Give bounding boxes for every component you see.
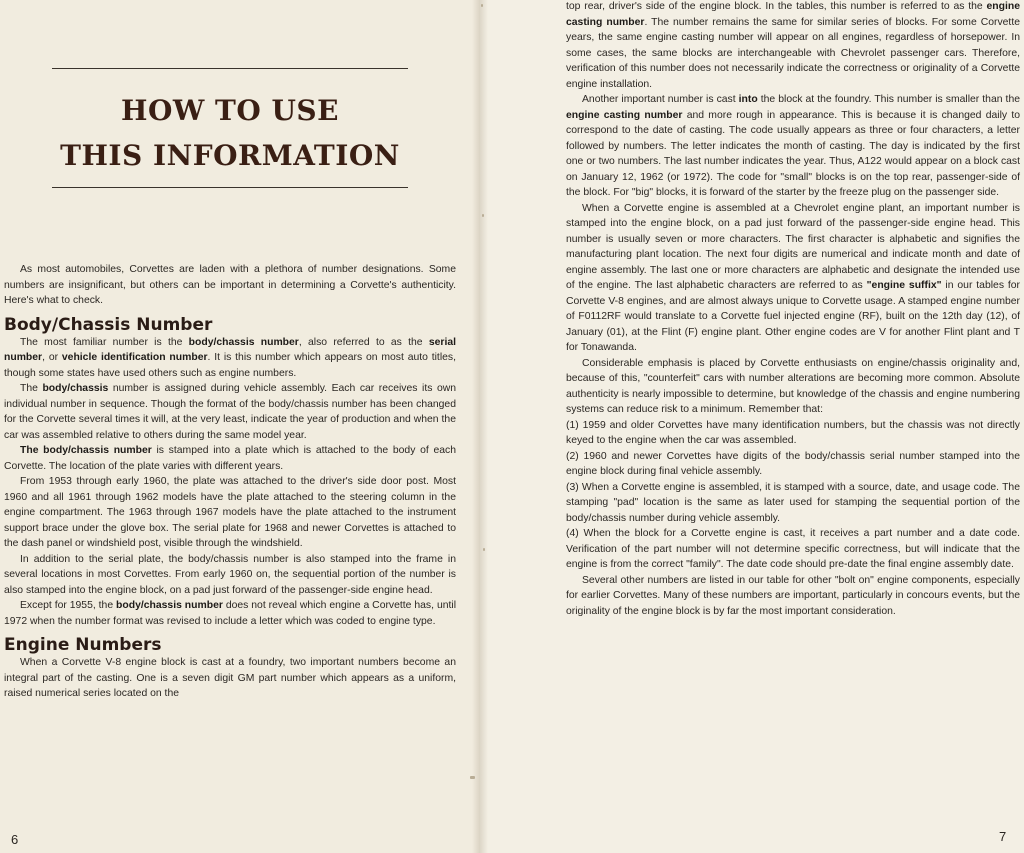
body-chassis-heading: Body/Chassis Number (4, 314, 213, 335)
paper-speck (482, 214, 484, 217)
bold-term: body/chassis number (188, 336, 299, 348)
paragraph (566, 92, 1020, 201)
page-number: 6 (11, 832, 19, 847)
title-rule-top (52, 68, 408, 69)
right-text-column (566, 0, 1020, 619)
text-run: is stamped into a plate which is attached to the body of each Corvette. The location of the plate varies with different years. (4, 445, 456, 472)
text-run: the block at the foundry. This number is smaller than the (757, 94, 1020, 105)
page-number: 7 (999, 829, 1007, 844)
text-run: , also referred to as the (298, 336, 429, 348)
intro-paragraph: As most automobiles, Corvettes are laden with a plethora of number designations. Some numbers are insignificant, but others can be important in determining a Corvette's authenticity. Here's what to check. (4, 264, 456, 306)
list-item: (1) 1959 and older Corvettes have many identification numbers, but the chassis was not directly keyed to the engine when the car was assembled. (566, 419, 1020, 446)
text-run: top rear, driver's side of the engine block. In the tables, this number is referred to as the (566, 1, 987, 12)
paragraph (566, 0, 1020, 92)
paragraph (4, 335, 456, 382)
text-run: and more rough in appearance. This is because it is changed daily to correspond to the date of casting. The code usually appears as three or four characters, a letter followed by numbers. The letter indicates the month of casting. The day is indicated by the first one or two numbers. The last number indicates the year. Thus, A122 would appear on a block cast on January 12, 1962 (or 1972). The code for "small" blocks is on the top rear, passenger-side of the block. For "big" blocks, it is forward of the starter by the freeze plug on the passenger side. (566, 109, 1020, 198)
text-run: Except for 1955, the (20, 600, 117, 611)
title-rule-bottom (52, 187, 408, 188)
right-page (480, 0, 1024, 853)
bold-term: serial number (4, 336, 456, 363)
engine-numbers-heading: Engine Numbers (4, 635, 162, 655)
paper-speck (481, 4, 483, 7)
title-line-2: THIS INFORMATION (60, 139, 400, 172)
bold-term: body/chassis number (116, 600, 223, 611)
paragraph (4, 443, 456, 474)
text-run: , or (42, 352, 62, 363)
text-run: does not reveal which engine a Corvette has, until 1972 when the number format was revised to include a letter which was coded to engine type. (4, 600, 457, 627)
text-run: Another important number is cast (582, 94, 739, 105)
bold-term: engine casting number (566, 1, 1020, 28)
paragraph: Several other numbers are listed in our table for other "bolt on" engine components, especially for earlier Corvettes. Many of these numbers are important, particularly in concours events, but the originality of the engine block is by far the most important consideration. (566, 574, 1020, 617)
page-title (52, 88, 408, 178)
text-run: The (20, 383, 43, 394)
left-text-column (4, 262, 456, 702)
title-line-1: HOW TO USE (121, 94, 339, 127)
list-item: (3) When a Corvette engine is assembled, it is stamped with a source, date, and usage code. The stamping "pad" location is the same as later used for stamping the sequential portion of the body/chassis number during vehicle assembly. (566, 481, 1020, 524)
paragraph (4, 598, 456, 629)
bold-term: vehicle identification number (61, 352, 208, 363)
paragraph (566, 201, 1020, 356)
left-page (0, 0, 480, 853)
paragraph: Considerable emphasis is placed by Corvette enthusiasts on engine/chassis originality and, because of this, "counterfeit" cars with number alterations are becoming more common. Absolute authenticity is nearly impossible to determine, but knowledge of the chassis and engine numbering systems can reduce risk to a minimum. Remember that: (566, 357, 1020, 415)
paper-speck (470, 776, 475, 779)
bold-term: "engine suffix" (866, 280, 942, 291)
book-gutter (472, 0, 488, 853)
text-run: The most familiar number is the (20, 336, 189, 348)
paragraph: In addition to the serial plate, the body/chassis number is also stamped into the frame in several locations in most Corvettes. From early 1960 on, the sequential portion of the number is also stamped into the engine block, on a pad just forward of the passenger-side engine head. (4, 553, 456, 596)
paper-speck (483, 548, 485, 551)
paragraph (4, 381, 456, 443)
bold-term: engine casting number (566, 109, 683, 121)
paragraph: When a Corvette V-8 engine block is cast at a foundry, two important numbers become an integral part of the casting. One is a seven digit GM part number which appears as a uniform, raised numerical series located on the (4, 657, 456, 699)
text-run: When a Corvette engine is assembled at a Chevrolet engine plant, an important number is stamped into the engine block, on a pad just forward of the passenger-side engine head. This number is usually seven or more characters. The first character is alphabetic and signifies the manufacturing plant location. The next four digits are numerical and indicate month and date of engine assembly. The last one or more characters are alphabetic and designate the intended use of the engine. The last alphabetic characters are referred to as (566, 202, 1020, 291)
text-run: . The number remains the same for similar series of blocks. For some Corvette years, the same engine casting number will appear on all engines, regardless of horsepower. In some cases, the same blocks are interchangeable with Chevrolet passenger cars. Therefore, verification of this number does not necessarily indicate the correctness or originality of a Corvette engine installation. (566, 16, 1020, 90)
text-run: in our tables for Corvette V-8 engines, and are almost always unique to Corvette usage. A stamped engine number of F0112RF would translate to a Corvette fuel injected engine (RF), built on the 12th day (12), of January (01), at the Flint (F) engine plant. Other engine codes are V for another Flint plant and T for Tonawanda. (566, 280, 1021, 353)
bold-term: The body/chassis number (20, 445, 152, 456)
paragraph: From 1953 through early 1960, the plate was attached to the driver's side door post. Most 1960 and all 1961 through 1962 models have the plate attached to the steering column in the engine compartment. The 1963 through 1967 models have the plate attached to the instrument support brace under the glove box. The serial plate for 1968 and newer Corvettes is attached to the dash panel or windshield post, visible through the windshield. (4, 476, 456, 549)
bold-term: into (738, 94, 758, 105)
text-run: number is assigned during vehicle assembly. Each car receives its own individual number in sequence. Though the format of the body/chassis number has been changed for the Corvette several times it will, at the very least, indicate the year of production and when the car was assembled relative to others during the same model year. (4, 383, 457, 441)
list-item: (4) When the block for a Corvette engine is cast, it receives a part number and a date code. Verification of the part number will not determine specific correctness, but will indicate that the engine is from the correct "family". The date code should pre-date the final engine assembly date. (566, 528, 1020, 570)
text-run: . It is this number which appears on most auto titles, though some states have used others such as engine numbers. (4, 352, 456, 379)
list-item: (2) 1960 and newer Corvettes have digits of the body/chassis serial number stamped into the engine block during final vehicle assembly. (566, 450, 1020, 477)
bold-term: body/chassis (42, 383, 109, 394)
